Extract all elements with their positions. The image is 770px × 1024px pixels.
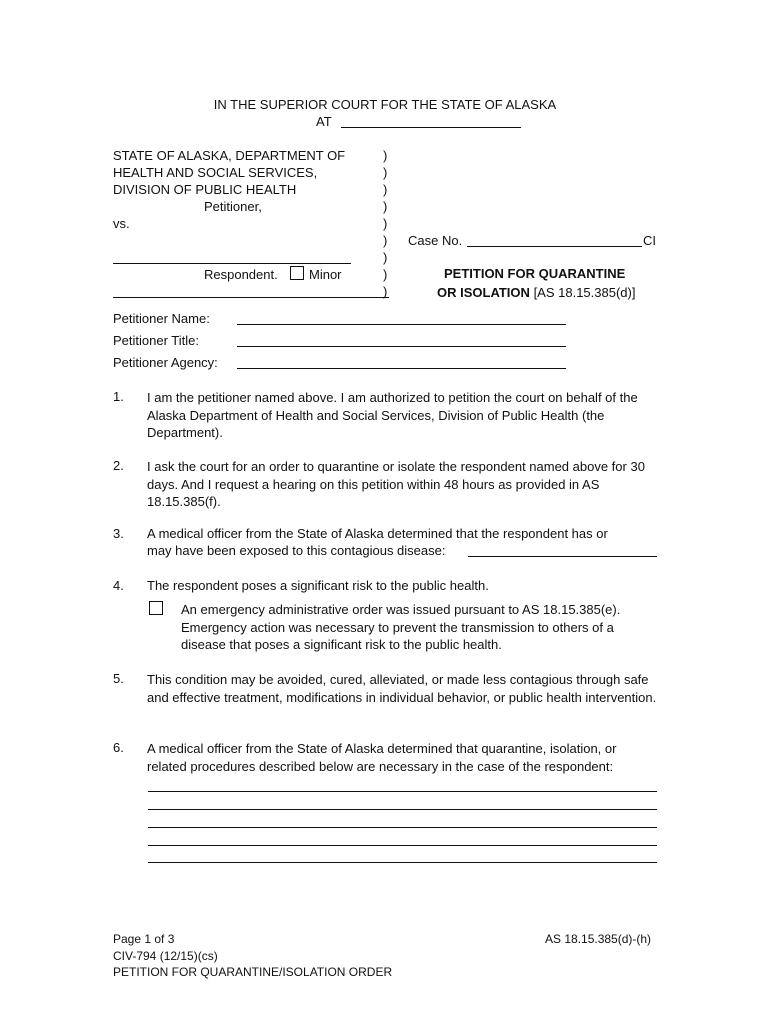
- case-suffix: CI: [643, 233, 656, 248]
- minor-checkbox[interactable]: [290, 266, 304, 280]
- paragraph-number: 3.: [113, 526, 124, 541]
- document-title-line-2: [437, 285, 635, 300]
- petitioner-title-field[interactable]: [237, 346, 566, 347]
- paragraph-number: 2.: [113, 458, 124, 473]
- title-bold: OR ISOLATION: [437, 285, 530, 300]
- emergency-order-text: An emergency administrative order was issued pursuant to AS 18.15.385(e). Emergency action was necessary to prevent the transmission to others of a disease that poses a significant risk to the public health.: [181, 602, 621, 652]
- petitioner-agency-field[interactable]: [237, 368, 566, 369]
- minor-label: Minor: [309, 267, 342, 282]
- form-number: CIV-794 (12/15)(cs): [113, 949, 218, 963]
- petitioner-name-field[interactable]: [237, 324, 566, 325]
- title-citation: [AS 18.15.385(d)]: [533, 285, 636, 300]
- caption-paren: ): [383, 233, 388, 248]
- paragraph-6-text: A medical officer from the State of Alaska determined that quarantine, isolation, or related procedures described below are necessary in the case of the respondent:: [147, 741, 617, 774]
- paragraph-3-line-1: A medical officer from the State of Alaska determined that the respondent has or: [147, 526, 608, 541]
- vs-label: vs.: [113, 216, 130, 231]
- footer-statute: AS 18.15.385(d)-(h): [545, 932, 652, 946]
- petitioner-agency-label: Petitioner Agency:: [113, 355, 218, 370]
- caption-paren: ): [383, 267, 388, 282]
- emergency-order-checkbox[interactable]: [149, 601, 163, 615]
- paragraph-number: 5.: [113, 671, 124, 686]
- disease-field[interactable]: [468, 556, 657, 557]
- court-heading: IN THE SUPERIOR COURT FOR THE STATE OF ALASKA: [213, 97, 557, 112]
- paragraph-4-text: The respondent poses a significant risk to the public health.: [147, 578, 489, 593]
- petitioner-line-1: STATE OF ALASKA, DEPARTMENT OF: [113, 148, 346, 163]
- petitioner-title-label: Petitioner Title:: [113, 333, 199, 348]
- petitioner-line-3: DIVISION OF PUBLIC HEALTH: [113, 182, 297, 197]
- respondent-extra-field[interactable]: [113, 297, 389, 298]
- respondent-name-field[interactable]: [113, 263, 351, 264]
- petitioner-label: Petitioner,: [204, 199, 262, 214]
- case-number-field[interactable]: [467, 246, 642, 247]
- form-title: PETITION FOR QUARANTINE/ISOLATION ORDER: [113, 965, 393, 979]
- caption-paren: ): [383, 199, 388, 214]
- caption-paren: ): [383, 182, 388, 197]
- paragraph-2-text: I ask the court for an order to quarantine or isolate the respondent named above for 30 days. And I request a hearing on this petition within 48 hours as provided in AS 18.15.385(f).: [147, 459, 645, 509]
- caption-paren: ): [383, 216, 388, 231]
- procedure-line[interactable]: [148, 845, 657, 846]
- caption-paren: ): [383, 250, 388, 265]
- procedure-line[interactable]: [148, 809, 657, 810]
- document-title-line-1: PETITION FOR QUARANTINE: [444, 266, 626, 281]
- paragraph-number: 1.: [113, 389, 124, 404]
- respondent-label: Respondent.: [204, 267, 278, 282]
- at-label: AT: [316, 114, 332, 129]
- caption-paren: ): [383, 165, 388, 180]
- paragraph-5-text: This condition may be avoided, cured, alleviated, or made less contagious through safe and effective treatment, modifications in individual behavior, or public health intervention.: [147, 672, 657, 705]
- paragraph-number: 6.: [113, 740, 124, 755]
- at-location-field[interactable]: [341, 127, 521, 128]
- caption-paren: ): [383, 148, 388, 163]
- caption-paren: ): [383, 284, 388, 299]
- paragraph-1-text: I am the petitioner named above. I am authorized to petition the court on behalf of the Alaska Department of Health and Social Services, Division of Public Health (the Department).: [147, 390, 638, 440]
- procedure-line[interactable]: [148, 862, 657, 863]
- paragraph-3-line-2: may have been exposed to this contagious disease:: [147, 543, 446, 558]
- procedure-line[interactable]: [148, 827, 657, 828]
- page-number: Page 1 of 3: [113, 932, 175, 946]
- procedure-line[interactable]: [148, 791, 657, 792]
- petitioner-line-2: HEALTH AND SOCIAL SERVICES,: [113, 165, 318, 180]
- petitioner-name-label: Petitioner Name:: [113, 311, 210, 326]
- paragraph-number: 4.: [113, 578, 124, 593]
- case-no-label: Case No.: [408, 233, 463, 248]
